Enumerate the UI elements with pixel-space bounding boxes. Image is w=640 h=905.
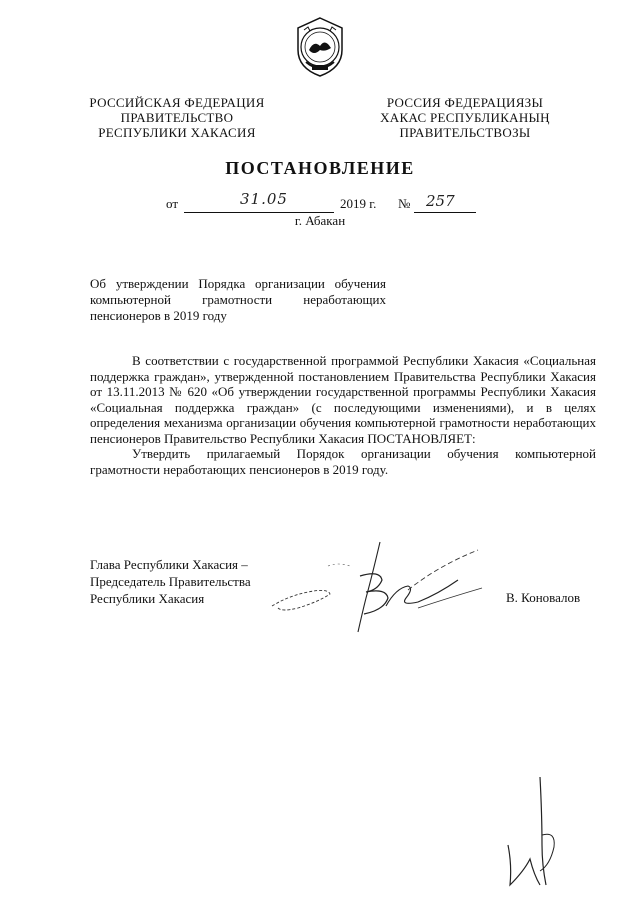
signatory-name: В. Коновалов [506,590,581,605]
header-left-russian [88,95,266,140]
document-body [90,353,596,477]
document-title: ПОСТАНОВЛЕНИЕ [225,158,415,178]
header-left-line-1: РОССИЙСКАЯ ФЕДЕРАЦИЯ [89,95,265,110]
handwritten-initials [500,775,570,895]
document-subject: Об утверждении Порядка организации обучения компьютерной грамотности неработающих пенсионеров в 2019 году [90,276,386,323]
handwritten-number: 257 [426,192,455,210]
header-right-line-3: ПРАВИТЕЛЬСТВОЗЫ [399,125,531,140]
signatory-position [90,556,251,607]
handwritten-date: 31.05 [240,190,288,208]
body-paragraph-1: В соответствии с государственной программой Республики Хакасия «Социальная поддержка граждан», утвержденной постановлением Правительства Республики Хакасия от 13.11.2013 № 620 «Об утверждении государственной программы Республики Хакасия «Социальная поддержка граждан» (с последующими изменениями), и в целях определения механизма организации обучения компьютерной грамотности неработающих пенсионеров Правительство Республики Хакасия ПОСТАНОВЛЯЕТ: [90,353,596,446]
coat-of-arms-emblem [292,16,348,78]
handwritten-signature [268,536,494,642]
city-label: г. Абакан [294,213,346,228]
number-sign: № [398,196,411,211]
signatory-position-line-3: Республики Хакасия [90,591,205,606]
header-left-line-2: ПРАВИТЕЛЬСТВО [120,110,234,125]
header-right-line-2: ХАКАС РЕСПУБЛИКАНЫҢ [380,110,550,125]
signature-scribble-icon [268,536,494,642]
header-left-line-3: РЕСПУБЛИКИ ХАКАСИЯ [98,125,256,140]
header-right-line-1: РОССИЯ ФЕДЕРАЦИЯЗЫ [386,95,544,110]
year-label: 2019 г. [340,196,377,211]
signatory-position-line-2: Председатель Правительства [90,574,251,589]
date-from-label: от [166,196,179,211]
header-right-khakas [372,95,558,140]
body-paragraph-2: Утвердить прилагаемый Порядок организации обучения компьютерной грамотности неработающих пенсионеров в 2019 году. [90,446,596,477]
initials-scribble-icon [500,775,570,895]
signatory-position-line-1: Глава Республики Хакасия – [90,557,248,572]
coat-of-arms-icon [292,16,348,78]
